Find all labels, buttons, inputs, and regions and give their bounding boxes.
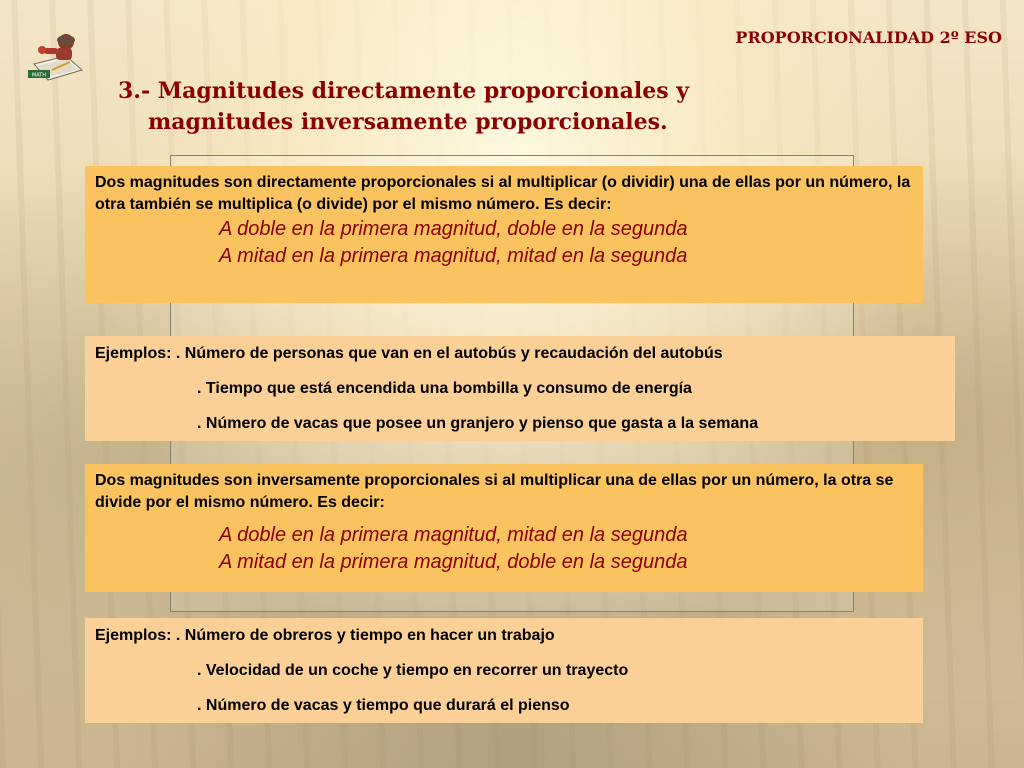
logo-text: MATH	[31, 72, 47, 79]
inverse-definition-box	[85, 464, 923, 592]
example-item: Ejemplos: . Número de personas que van en el autobús y recaudación del autobús	[95, 345, 723, 362]
math-student-logo-icon	[26, 30, 88, 82]
example-item: Ejemplos: . Número de obreros y tiempo en hacer un trabajo	[95, 627, 555, 644]
direct-definition-box	[85, 166, 923, 303]
direct-examples-box	[85, 336, 955, 441]
example-item: . Número de vacas que posee un granjero y pienso que gasta a la semana	[197, 415, 759, 432]
example-item: . Número de vacas y tiempo que durará el pienso	[197, 697, 570, 714]
example-item: . Tiempo que está encendida una bombilla y consumo de energía	[197, 380, 692, 397]
direct-rule: A mitad en la primera magnitud, mitad en la segunda	[219, 245, 688, 267]
example-item: . Velocidad de un coche y tiempo en recorrer un trayecto	[197, 662, 629, 679]
section-title	[118, 76, 758, 138]
inverse-rule: A mitad en la primera magnitud, doble en la segunda	[219, 551, 688, 573]
section-title-line2: magnitudes inversamente proporcionales.	[148, 109, 668, 135]
direct-definition-text: Dos magnitudes son directamente proporcionales si al multiplicar (o dividir) una de ellas por un número, la otra también se multiplica (o divide) por el mismo número. Es decir:	[95, 174, 911, 213]
section-title-line1: 3.- Magnitudes directamente proporcionales y	[118, 78, 690, 104]
course-title: PROPORCIONALIDAD 2º ESO	[735, 28, 1002, 47]
inverse-definition-text: Dos magnitudes son inversamente proporcionales si al multiplicar una de ellas por un número, la otra se divide por el mismo número. Es decir:	[95, 472, 894, 511]
inverse-examples-box	[85, 618, 923, 723]
direct-rule: A doble en la primera magnitud, doble en la segunda	[219, 218, 688, 240]
inverse-rule: A doble en la primera magnitud, mitad en la segunda	[219, 524, 688, 546]
